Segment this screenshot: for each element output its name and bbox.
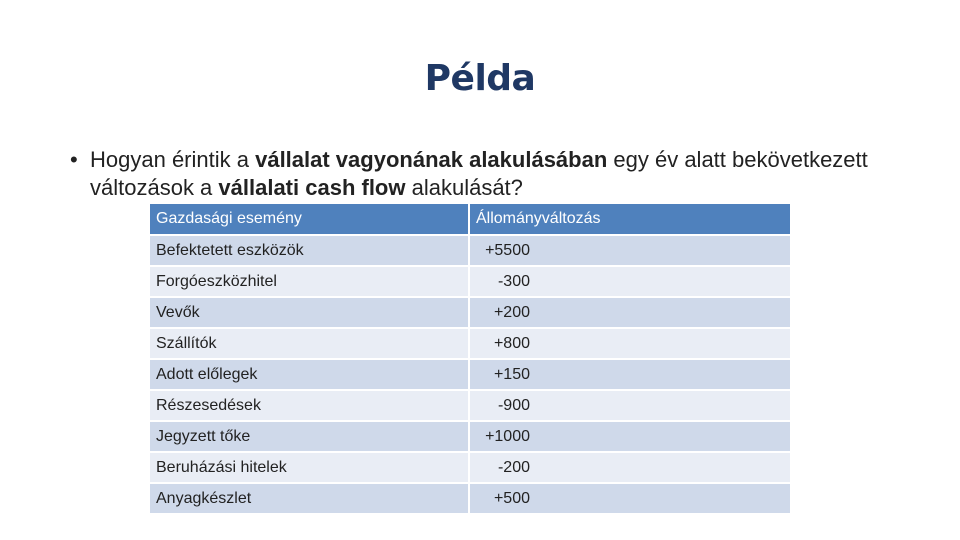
change-value: +5500 xyxy=(485,241,530,259)
event-cell: Forgóeszközhitel xyxy=(150,267,470,298)
change-cell xyxy=(470,391,790,422)
change-cell xyxy=(470,236,790,267)
event-cell: Adott előlegek xyxy=(150,360,470,391)
table-row xyxy=(150,484,790,515)
table-row xyxy=(150,329,790,360)
event-cell: Vevők xyxy=(150,298,470,329)
header-change: Állományváltozás xyxy=(470,204,790,236)
change-cell xyxy=(470,329,790,360)
change-value: +500 xyxy=(493,489,530,507)
table-row xyxy=(150,236,790,267)
table-row xyxy=(150,360,790,391)
change-cell xyxy=(470,360,790,391)
change-cell xyxy=(470,298,790,329)
bullet-text-part: egy év alatt bekövetkezett változások a xyxy=(90,147,868,200)
balance-change-table xyxy=(150,204,790,515)
event-cell: Beruházási hitelek xyxy=(150,453,470,484)
change-value: -300 xyxy=(497,272,530,290)
table-row xyxy=(150,267,790,298)
change-value: -200 xyxy=(497,458,530,476)
bullet-text-part: alakulását? xyxy=(405,175,523,200)
bullet-text-bold: vállalat vagyonának alakulásában xyxy=(255,147,608,172)
bullet-text-bold: vállalati cash flow xyxy=(218,175,406,200)
change-cell xyxy=(470,267,790,298)
table-header-row xyxy=(150,204,790,236)
event-cell: Anyagkészlet xyxy=(150,484,470,515)
header-event: Gazdasági esemény xyxy=(150,204,470,236)
table-row xyxy=(150,391,790,422)
event-cell: Jegyzett tőke xyxy=(150,422,470,453)
change-cell xyxy=(470,453,790,484)
table-row xyxy=(150,422,790,453)
event-cell: Részesedések xyxy=(150,391,470,422)
table-row xyxy=(150,453,790,484)
change-value: +800 xyxy=(493,334,530,352)
change-cell xyxy=(470,484,790,515)
change-value: +150 xyxy=(493,365,530,383)
slide-title: Példa xyxy=(424,58,536,99)
event-cell: Szállítók xyxy=(150,329,470,360)
bullet-point xyxy=(70,146,870,202)
bullet-text xyxy=(70,146,870,202)
bullet-text-part: Hogyan érintik a xyxy=(90,147,256,172)
bullet-marker: • xyxy=(70,147,78,172)
change-value: -900 xyxy=(497,396,530,414)
table-row xyxy=(150,298,790,329)
change-value: +1000 xyxy=(485,427,530,445)
change-value: +200 xyxy=(493,303,530,321)
change-cell xyxy=(470,422,790,453)
event-cell: Befektetett eszközök xyxy=(150,236,470,267)
